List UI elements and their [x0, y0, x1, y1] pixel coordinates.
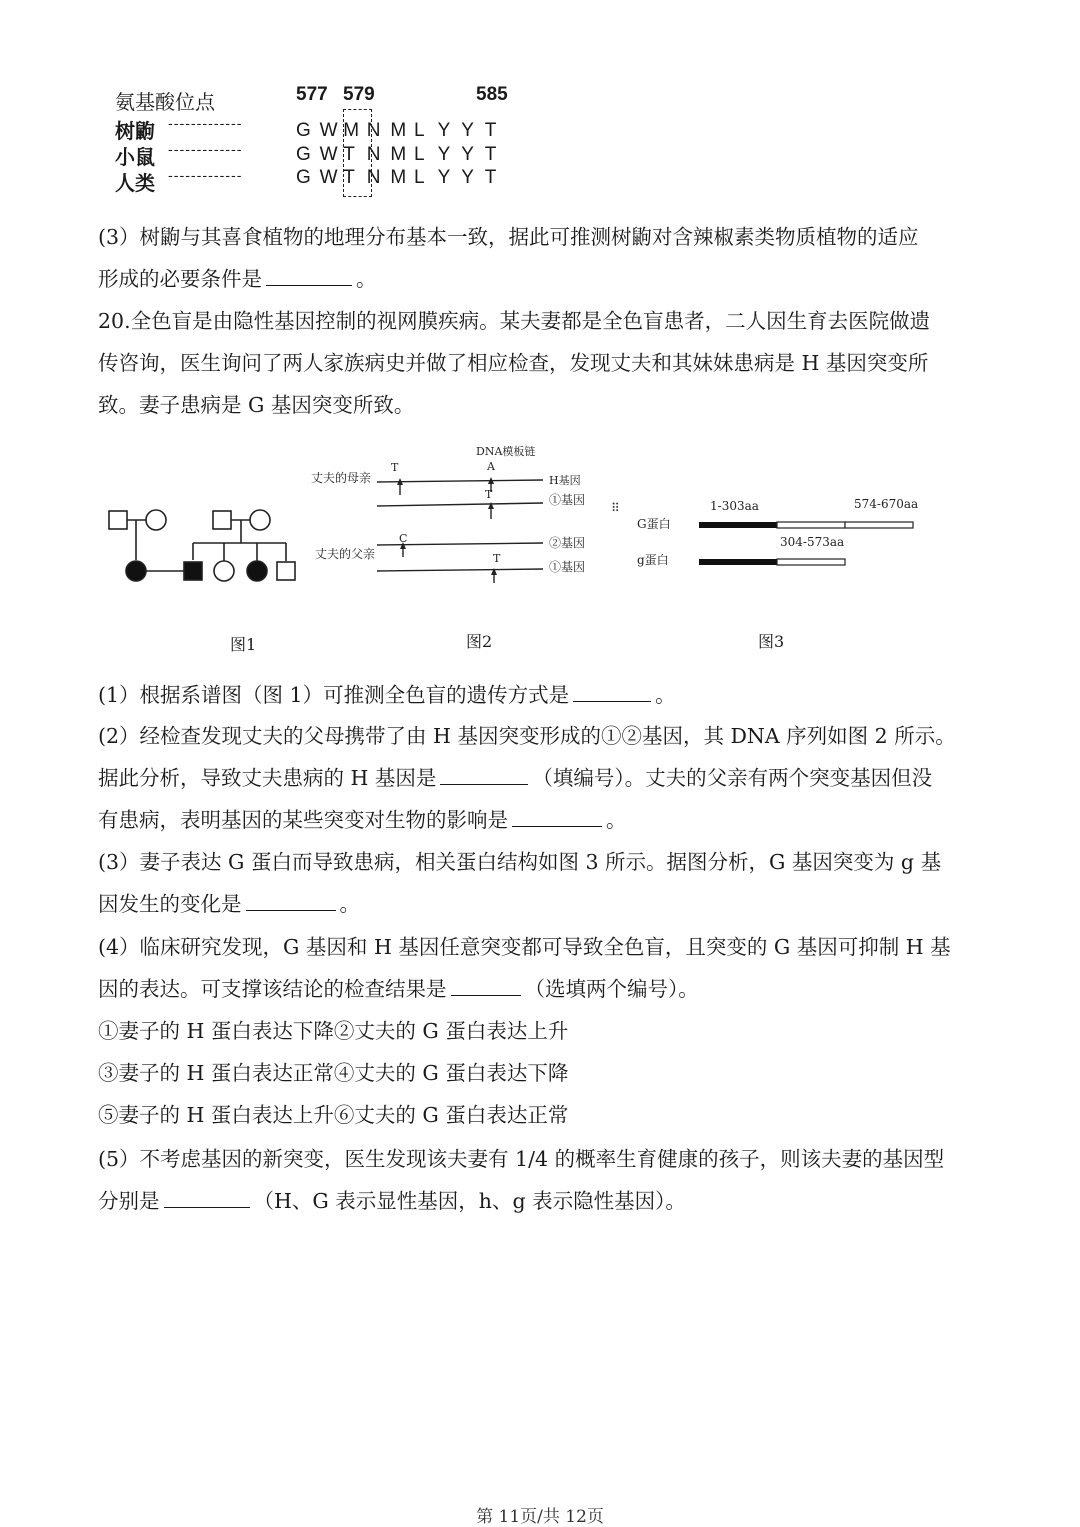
question-text: (4）临床研究发现，G 基因和 H 基因任意突变都可导致全色盲，且突变的 G 基因可抑制 H 基	[98, 935, 951, 959]
question-20-2	[98, 715, 978, 841]
segment-label: 574-670aa	[854, 497, 919, 511]
dash-leader: -------------	[168, 142, 243, 158]
female-unaffected-symbol	[250, 510, 270, 530]
species-label: 树鼩	[115, 119, 155, 143]
amino-acid-letter: L	[414, 167, 425, 188]
question-text: (1）根据系谱图（图 1）可推测全色盲的遗传方式是	[98, 683, 570, 707]
answer-blank[interactable]	[451, 977, 521, 996]
position-577: 577	[296, 84, 328, 105]
question-text: 致。妻子患病是 G 基因突变所致。	[98, 393, 415, 417]
amino-acid-letter: T	[343, 167, 355, 188]
amino-acid-letter: N	[366, 167, 381, 188]
base-label: A	[487, 460, 495, 473]
g-protein-segment-1	[699, 559, 777, 565]
species-label: 小鼠	[115, 145, 155, 169]
amino-acid-letter: Y	[437, 120, 451, 141]
g-protein-label: g蛋白	[637, 553, 669, 567]
dash-leader: -------------	[168, 168, 243, 184]
segment-label: 304-573aa	[780, 535, 845, 549]
answer-blank[interactable]	[573, 683, 651, 702]
pedigree-figure	[100, 500, 305, 590]
template-strand-title: DNA模板链	[476, 445, 536, 458]
protein-structure-figure	[630, 490, 930, 580]
male-unaffected-symbol	[109, 511, 127, 529]
amino-acid-letter: N	[366, 144, 381, 165]
amino-acid-letter: M	[343, 120, 360, 141]
answer-blank[interactable]	[164, 1189, 250, 1208]
amino-acid-letter: M	[390, 167, 407, 188]
question-text: 。	[339, 892, 360, 916]
question-text: (3）树鼩与其喜食植物的地理分布基本一致，据此可推测树鼩对含辣椒素类物质植物的适应	[98, 225, 919, 249]
question-text: （选填两个编号）。	[524, 977, 699, 1001]
G-protein-segment-3	[845, 522, 913, 528]
g-protein-segment-2	[777, 559, 845, 565]
amino-acid-letter: G	[296, 120, 311, 141]
base-label: T	[485, 488, 493, 501]
dash-leader: -------------	[168, 116, 243, 132]
base-label: T	[391, 461, 399, 474]
question-text: （H、G 表示显性基因，h、g 表示隐性基因）。	[253, 1189, 686, 1213]
amino-acid-letter: Y	[437, 144, 451, 165]
question-text: (2）经检查发现丈夫的父母携带了由 H 基因突变形成的①②基因，其 DNA 序列如图 2 所示。	[98, 724, 956, 748]
question-text: 。	[606, 808, 627, 832]
page-footer: 第 11页/共 12页	[476, 1507, 604, 1527]
base-label: T	[493, 552, 501, 565]
amino-acid-letter: Y	[461, 120, 474, 141]
separator-dots: ⠿	[611, 501, 620, 515]
segment-label: 1-303aa	[710, 499, 759, 513]
amino-acid-letter: W	[319, 167, 338, 188]
gene-label: ②基因	[549, 536, 586, 550]
amino-acid-letter: W	[319, 120, 338, 141]
female-unaffected-symbol	[146, 510, 166, 530]
question-text: 因的表达。可支撑该结论的检查结果是	[98, 977, 447, 1001]
question-text: 。	[655, 683, 676, 707]
husband-affected-symbol	[184, 562, 202, 580]
amino-acid-letter: Y	[461, 167, 474, 188]
option-line: ⑤妻子的 H 蛋白表达上升⑥丈夫的 G 蛋白表达正常	[98, 1103, 569, 1127]
amino-acid-letter: Y	[437, 167, 451, 188]
question-text: 传咨询，医生询问了两人家族病史并做了相应检查，发现丈夫和其妹妹患病是 H 基因突变所	[98, 351, 929, 375]
amino-acid-letter: L	[414, 120, 425, 141]
option-line: ①妻子的 H 蛋白表达下降②丈夫的 G 蛋白表达上升	[98, 1019, 569, 1043]
question-20-1	[98, 674, 978, 716]
amino-acid-letter: T	[484, 167, 497, 188]
female-unaffected-symbol	[214, 561, 234, 581]
position-585: 585	[476, 84, 508, 105]
amino-acid-letter: G	[296, 144, 311, 165]
species-label: 人类	[115, 171, 155, 195]
question-20-3	[98, 841, 978, 925]
sister-affected-symbol	[247, 561, 267, 581]
question-text: 据此分析，导致丈夫患病的 H 基因是	[98, 766, 437, 790]
amino-acid-letter: G	[296, 167, 311, 188]
position-579: 579	[343, 84, 375, 105]
mother-label: 丈夫的母亲	[311, 471, 372, 485]
gene-label: ①基因	[549, 560, 586, 574]
wife-affected-symbol	[126, 561, 146, 581]
amino-acid-letter: T	[484, 144, 497, 165]
question-text: 形成的必要条件是	[98, 267, 262, 291]
question-text: (3）妻子表达 G 蛋白而导致患病，相关蛋白结构如图 3 所示。据图分析，G 基因突变为 g 基	[98, 850, 942, 874]
question-text: （填编号）。丈夫的父亲有两个突变基因但没	[532, 766, 933, 790]
question-20-4	[98, 926, 978, 1136]
figure-3-caption: 图3	[758, 632, 785, 651]
answer-blank[interactable]	[246, 892, 336, 911]
option-line: ③妻子的 H 蛋白表达正常④丈夫的 G 蛋白表达下降	[98, 1061, 569, 1085]
amino-acid-letter: M	[390, 120, 407, 141]
father-label: 丈夫的父亲	[315, 547, 376, 561]
amino-acid-letter: T	[343, 144, 355, 165]
question-20-5	[98, 1138, 978, 1222]
question-20-intro	[98, 300, 978, 426]
amino-acid-letter: L	[414, 144, 425, 165]
figure-1-caption: 图1	[230, 635, 257, 654]
G-protein-segment-1	[699, 522, 777, 528]
amino-acid-letter: Y	[461, 144, 474, 165]
question-text: 因发生的变化是	[98, 892, 242, 916]
dna-template-figure	[305, 440, 605, 590]
amino-acid-letter: T	[484, 120, 497, 141]
G-protein-label: G蛋白	[637, 517, 671, 531]
male-unaffected-symbol	[213, 511, 231, 529]
highlight-box-579	[343, 109, 372, 197]
base-label: C	[399, 532, 408, 545]
question-19-3	[98, 216, 978, 300]
answer-blank[interactable]	[512, 808, 602, 827]
question-text: (5）不考虑基因的新突变，医生发现该夫妻有 1/4 的概率生育健康的孩子，则该夫妻的基因型	[98, 1147, 945, 1171]
G-protein-segment-2	[777, 522, 845, 528]
gene-label: H基因	[549, 474, 581, 487]
question-text: 分别是	[98, 1189, 160, 1213]
question-text: 有患病，表明基因的某些突变对生物的影响是	[98, 808, 508, 832]
question-text: 20.全色盲是由隐性基因控制的视网膜疾病。某夫妻都是全色盲患者，二人因生育去医院做遗	[98, 309, 931, 333]
alignment-header-label: 氨基酸位点	[115, 90, 215, 114]
figure-2-caption: 图2	[466, 632, 493, 651]
question-text: 。	[356, 267, 377, 291]
amino-acid-letter: W	[319, 144, 338, 165]
answer-blank[interactable]	[266, 267, 352, 286]
amino-acid-letter: M	[390, 144, 407, 165]
amino-acid-letter: N	[366, 120, 381, 141]
answer-blank[interactable]	[440, 766, 528, 785]
male-unaffected-symbol	[277, 562, 295, 580]
gene-label: ①基因	[549, 493, 586, 507]
